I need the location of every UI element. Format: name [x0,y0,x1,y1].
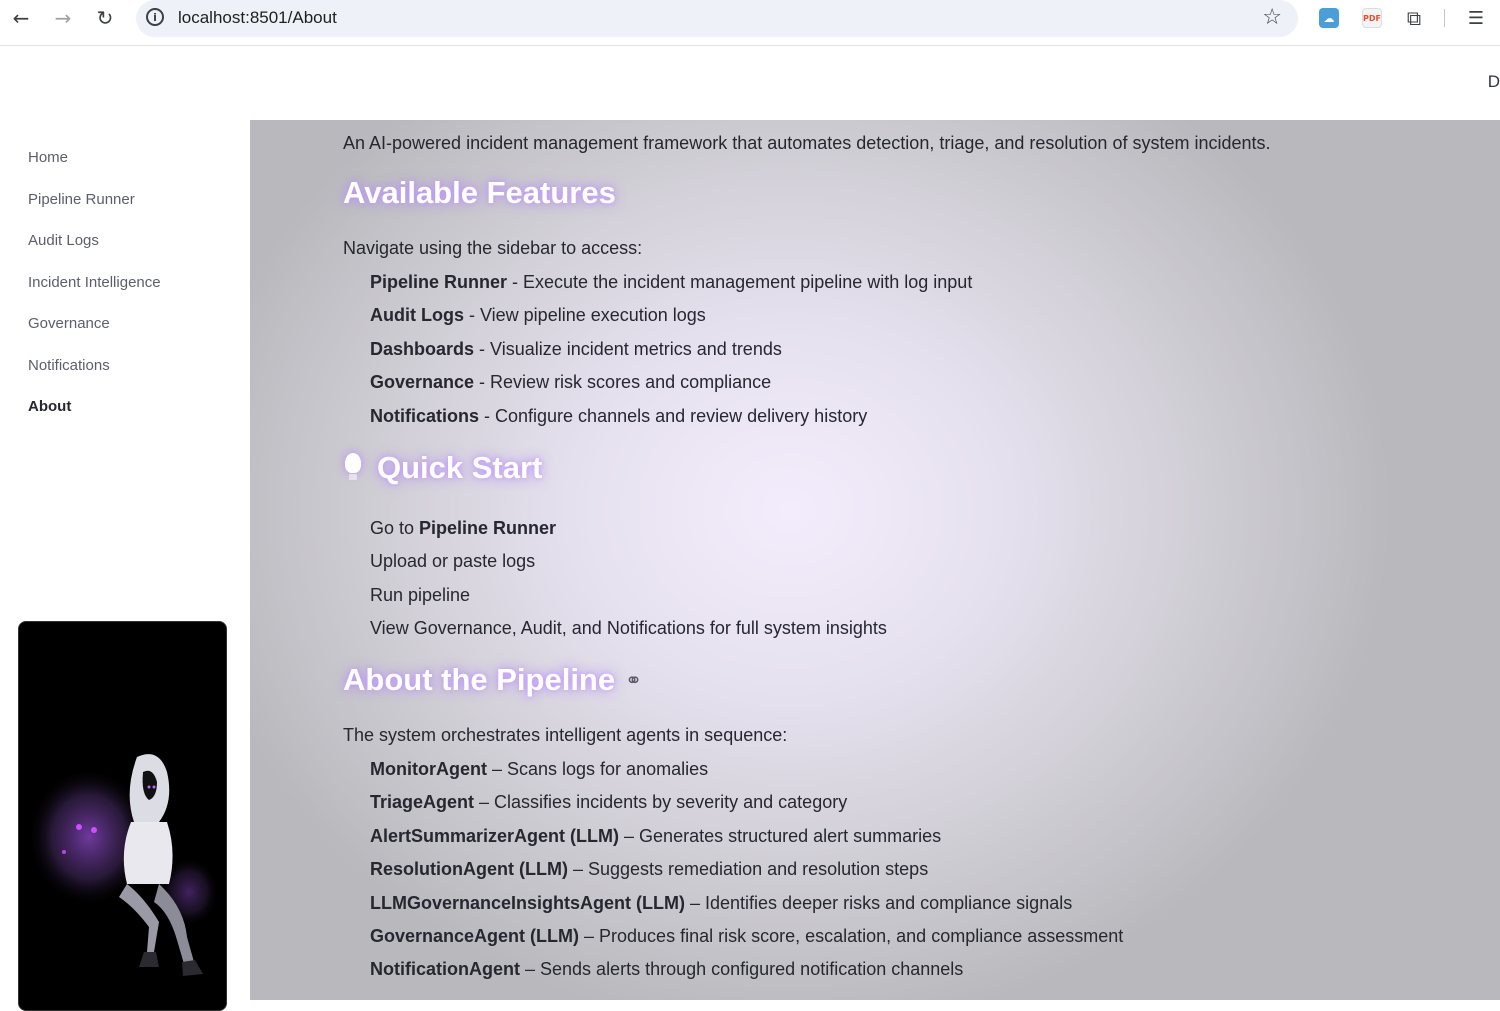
quick-start-list [370,516,887,650]
pdf-extension-icon[interactable]: PDF [1362,8,1382,28]
quick-start-title: Quick Start [377,450,543,485]
sidebar-item-home[interactable]: Home [28,149,69,166]
available-features-heading [343,175,616,211]
quick-start-heading [343,450,542,486]
main-content [250,120,1500,1000]
lightbulb-icon [343,453,363,483]
agent-name: NotificationAgent [370,959,520,980]
step-bold: Pipeline Runner [419,518,557,538]
agent-name: GovernanceAgent (LLM) [370,925,580,946]
forward-icon[interactable]: → [54,6,72,30]
agent-desc: – Sends alerts through configured notification channels [520,959,964,980]
agent-name: LLMGovernanceInsightsAgent (LLM) [370,892,685,913]
list-item [370,270,972,303]
agent-name: TriageAgent [370,792,475,813]
feature-desc: - Configure channels and review delivery history [479,405,868,426]
list-item [370,857,1123,890]
feature-name: Governance [370,372,475,393]
list-item [370,337,972,370]
agent-name: ResolutionAgent (LLM) [370,859,568,880]
page-description: An AI-powered incident management framework that automates detection, triage, and resolution of system incidents. [343,133,1271,153]
list-item [370,303,972,336]
url-text[interactable]: localhost:8501/About [178,8,337,27]
agent-desc: – Produces final risk score, escalation, and compliance assessment [579,925,1124,946]
feature-desc: - Visualize incident metrics and trends [474,338,782,359]
list-item [370,757,1123,790]
agent-desc: – Suggests remediation and resolution steps [567,859,929,880]
sidebar-item-about[interactable]: About [28,398,72,415]
agent-name: AlertSummarizerAgent (LLM) [370,825,620,846]
sidebar-item-incident-intelligence[interactable]: Incident Intelligence [28,273,161,291]
list-item [370,824,1123,857]
agent-desc: – Classifies incidents by severity and category [474,792,848,813]
reload-icon[interactable]: ↻ [96,6,114,30]
list-item [370,516,887,549]
hooded-figure-illustration [18,621,227,1011]
list-item [370,370,972,403]
agent-desc: – Scans logs for anomalies [486,759,709,779]
agent-desc: – Generates structured alert summaries [619,825,942,846]
pipeline-intro: The system orchestrates intelligent agents in sequence: [343,725,788,745]
about-pipeline-title: About the Pipeline [343,662,616,697]
address-bar[interactable] [136,0,1298,37]
features-intro: Navigate using the sidebar to access: [343,238,643,258]
step-prefix: Go to [370,518,420,538]
list-item [370,957,1123,990]
sidebar-item-governance[interactable]: Governance [28,315,110,332]
feature-name: Notifications [370,405,480,426]
list-item: Run pipeline [370,584,471,605]
agents-list [370,757,1123,991]
app-header [0,46,1500,120]
reading-list-icon[interactable]: ☰ [1467,7,1485,29]
list-item: View Governance, Audit, and Notifications for full system insights [370,618,887,639]
feature-desc: - Execute the incident management pipeline with log input [507,272,973,292]
feature-name: Dashboards [370,338,475,359]
feature-name: Pipeline Runner [370,272,508,292]
sidebar [0,120,250,1000]
cloud-extension-icon[interactable]: ☁ [1319,8,1339,28]
available-features-title: Available Features [343,175,616,210]
back-icon[interactable]: ← [12,6,30,30]
sidebar-item-audit-logs[interactable]: Audit Logs [28,232,99,249]
sidebar-item-pipeline-runner[interactable]: Pipeline Runner [28,190,135,208]
anchor-link-icon[interactable]: ⚭ [625,668,642,692]
browser-toolbar [0,0,1500,46]
about-pipeline-heading [343,662,642,698]
list-item [370,891,1123,924]
features-list [370,270,972,437]
feature-desc: - View pipeline execution logs [463,305,706,326]
agent-desc: – Identifies deeper risks and compliance signals [685,892,1073,913]
list-item [370,404,972,437]
bookmark-star-icon[interactable]: ☆ [1262,5,1282,30]
list-item: Upload or paste logs [370,551,536,572]
header-menu-text[interactable]: D [1487,72,1500,91]
sidebar-item-notifications[interactable]: Notifications [28,356,110,374]
agent-name: MonitorAgent [370,759,487,779]
extensions-puzzle-icon[interactable]: ⧉ [1406,6,1422,30]
feature-desc: - Review risk scores and compliance [474,372,772,393]
list-item [370,924,1123,957]
site-info-icon[interactable]: i [146,8,164,26]
feature-name: Audit Logs [370,305,464,326]
list-item [370,790,1123,823]
toolbar-divider [1444,9,1445,27]
sidebar-nav [28,148,161,439]
